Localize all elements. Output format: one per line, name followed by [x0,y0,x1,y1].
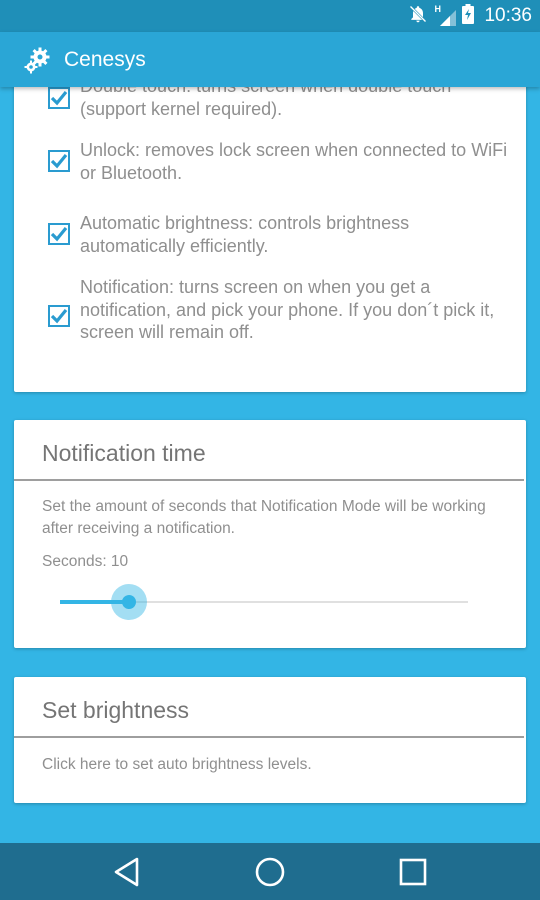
checkbox-double-touch[interactable] [48,87,70,109]
battery-icon [462,4,474,29]
recents-button[interactable] [383,843,443,900]
notifications-off-icon [408,4,428,29]
divider [14,736,524,738]
checkbox-notification[interactable] [48,305,70,327]
home-icon [254,856,286,888]
notification-time-card[interactable] [14,420,526,648]
option-label: Notification: turns screen on when you get a notification, and pick your phone. If you don´t pick it, screen will remain off. [80,277,495,342]
set-brightness-description: Click here to set auto brightness levels. [42,756,312,773]
set-brightness-title: Set brightness [42,697,190,723]
option-label: Automatic brightness: controls brightness automatically efficiently. [80,213,410,256]
slider-thumb[interactable] [122,595,136,609]
notification-time-description: Set the amount of seconds that Notification Mode will be working after receiving a notification. [42,498,486,537]
recents-icon [399,858,427,886]
back-button[interactable] [97,843,157,900]
divider [14,479,524,481]
option-automatic-brightness[interactable] [48,213,518,257]
status-bar [0,0,540,32]
checkbox-unlock[interactable] [48,150,70,172]
network-type-label: H [434,4,441,14]
check-icon [50,307,68,325]
app-bar [0,32,540,87]
navigation-bar [0,843,540,900]
option-double-touch[interactable] [48,87,518,120]
notification-time-title: Notification time [42,440,206,466]
checkbox-automatic-brightness[interactable] [48,223,70,245]
gears-icon [24,46,52,74]
seconds-label: Seconds: 10 [42,553,129,570]
settings-content[interactable] [0,87,540,843]
back-icon [112,856,142,888]
options-card [14,67,526,392]
signal-icon [434,6,456,26]
option-label: Unlock: removes lock screen when connected to WiFi or Bluetooth. [80,140,508,183]
check-icon [50,89,68,107]
option-notification[interactable] [48,277,518,344]
option-label: (support kernel required). [80,98,283,119]
home-button[interactable] [240,843,300,900]
set-brightness-card[interactable] [14,677,526,803]
seconds-slider[interactable] [60,601,468,603]
app-title: Cenesys [64,47,146,71]
check-icon [50,225,68,243]
option-unlock[interactable] [48,140,518,184]
check-icon [50,152,68,170]
status-time: 10:36 [484,5,532,26]
status-icons [408,0,532,32]
